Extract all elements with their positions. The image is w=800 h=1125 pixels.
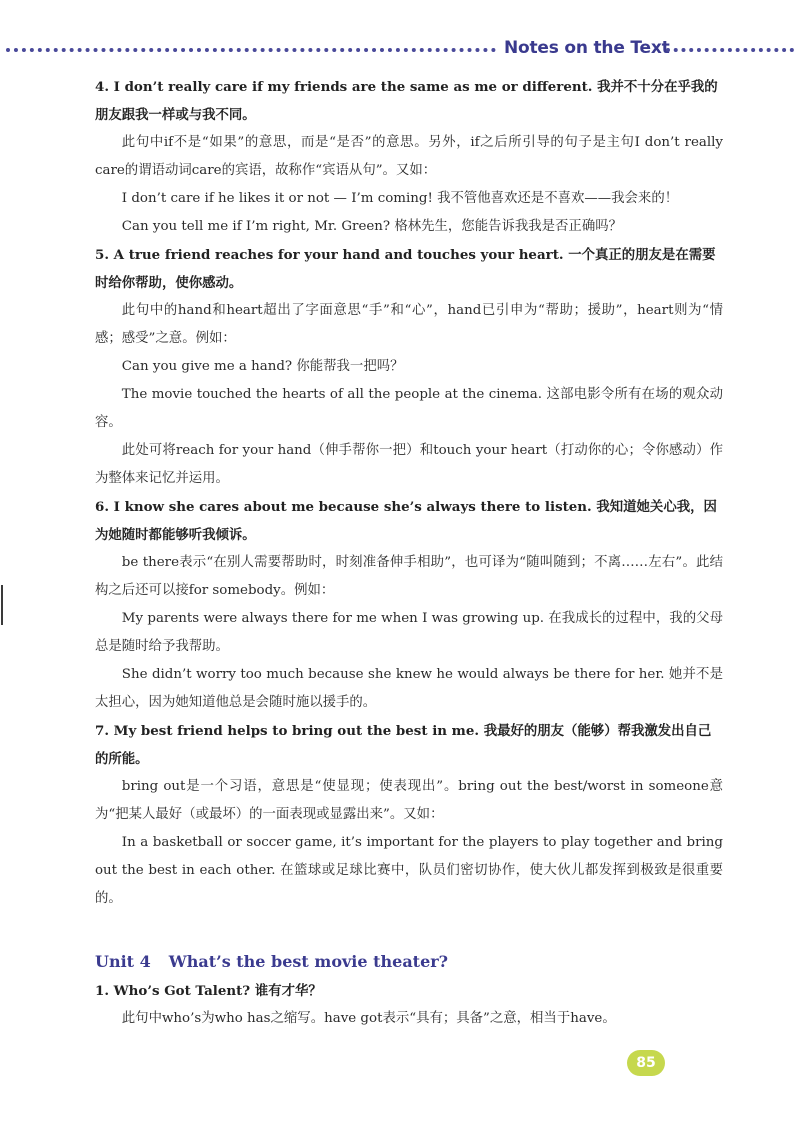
notes-content	[95, 73, 723, 1033]
note-6-example: My parents were always there for me when I was growing up. 在我成长的过程中，我的父母总是随时给予我帮助。	[95, 611, 723, 654]
page-number-badge: 85	[627, 1050, 665, 1076]
header-title: Notes on the Text	[504, 38, 670, 58]
unit-note-heading: 1. Who’s Got Talent? 谁有才华？	[95, 983, 322, 999]
unit-note-paragraph: 此句中who’s为who has之缩写。have got表示“具有；具备”之意，相当于have。	[121, 1011, 616, 1026]
header-dotted-rule-right	[666, 48, 794, 52]
running-header	[0, 38, 800, 60]
note-7-example: In a basketball or soccer game, it’s important for the players to play together and bring out the best in each other. 在篮球或足球比赛中，队员们密切协作，使大伙儿都发挥到极致是很重要的。	[95, 835, 723, 906]
page-edge-mark	[1, 585, 3, 625]
note-4-heading: 4. I don’t really care if my friends are the same as me or different. 我并不十分在乎我的朋友跟我一样或与我不同。	[95, 79, 718, 123]
unit-heading	[95, 947, 723, 977]
note-5-heading: 5. A true friend reaches for your hand and touches your heart. 一个真正的朋友是在需要时给你帮助，使你感动。	[95, 247, 716, 291]
unit-title: What’s the best movie theater?	[168, 952, 449, 971]
note-5-paragraph: 此句中的hand和heart超出了字面意思“手”和“心”，hand已引申为“帮助；援助”，heart则为“情感；感受”之意。例如：	[95, 303, 723, 346]
note-6-example: She didn’t worry too much because she knew he would always be there for her. 她并不是太担心，因为她知道他总是会随时施以援手的。	[95, 667, 723, 710]
unit-label: Unit 4	[95, 952, 151, 971]
note-4-example: I don’t care if he likes it or not — I’m coming! 我不管他喜欢还是不喜欢——我会来的！	[121, 191, 679, 206]
header-dotted-rule-left	[6, 48, 496, 52]
note-4-example: Can you tell me if I’m right, Mr. Green? 格林先生，您能告诉我我是否正确吗？	[121, 219, 622, 234]
note-7-heading: 7. My best friend helps to bring out the best in me. 我最好的朋友（能够）帮我激发出自己的所能。	[95, 723, 712, 767]
note-5-example: Can you give me a hand? 你能帮我一把吗？	[121, 359, 404, 374]
note-5-paragraph: 此处可将reach for your hand（伸手帮你一把）和touch your heart（打动你的心；令你感动）作为整体来记忆并运用。	[95, 443, 723, 486]
note-6-heading: 6. I know she cares about me because she’s always there to listen. 我知道她关心我，因为她随时都能够听我倾诉。	[95, 499, 717, 543]
note-4-paragraph: 此句中if不是“如果”的意思，而是“是否”的意思。另外，if之后所引导的句子是主句I don’t really care的谓语动词care的宾语，故称作“宾语从句”。又如：	[95, 135, 723, 178]
note-5-example: The movie touched the hearts of all the people at the cinema. 这部电影令所有在场的观众动容。	[95, 387, 723, 430]
note-6-paragraph: be there表示“在别人需要帮助时，时刻准备伸手相助”，也可译为“随叫随到；不离……左右”。此结构之后还可以接for somebody。例如：	[95, 555, 723, 598]
note-7-paragraph: bring out是一个习语，意思是“使显现；使表现出”。bring out the best/worst in someone意为“把某人最好（或最坏）的一面表现或显露出来”。又如：	[95, 779, 723, 822]
